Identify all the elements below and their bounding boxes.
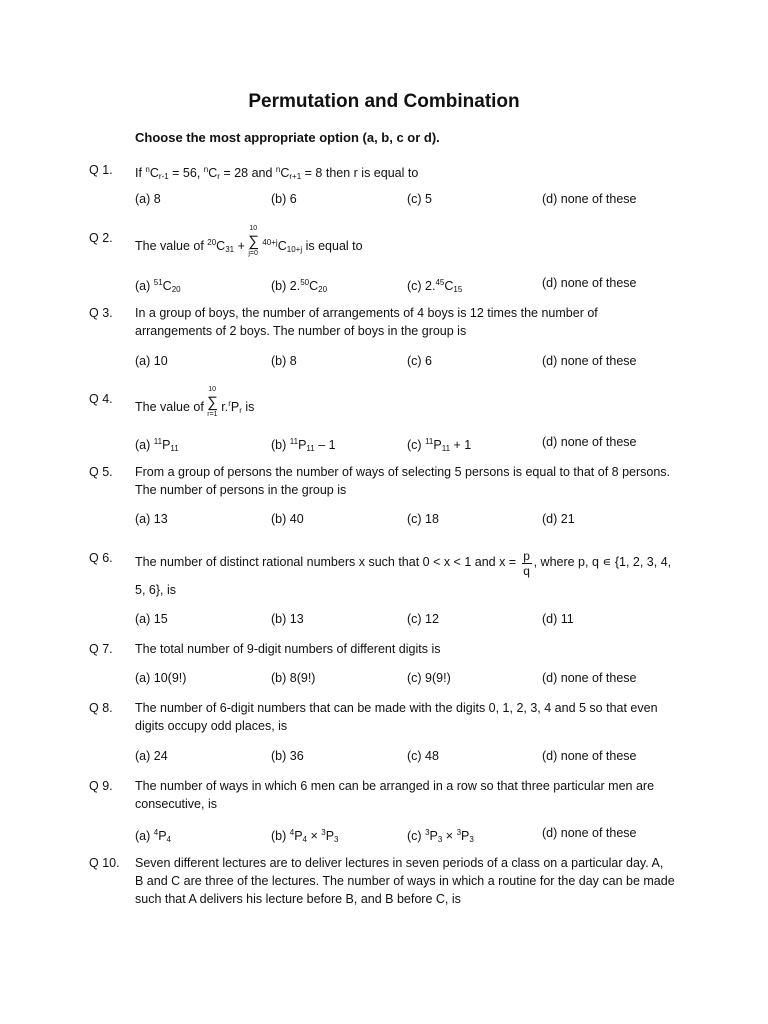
question-text: The number of 6-digit numbers that can be made with the digits 0, 1, 2, 3, 4 and 5 so that even digits occupy odd places, is: [135, 701, 658, 733]
option-b: (b) 36: [271, 749, 304, 763]
option-d: (d) none of these: [542, 192, 637, 206]
option-c: (c) 9(9!): [407, 671, 451, 685]
option-a: (a) 24: [135, 749, 168, 763]
option-b: (b) 8: [271, 354, 297, 368]
option-a: (a) 13: [135, 512, 168, 526]
option-a: (a) $^{51}C_{20}$: [135, 278, 181, 294]
question-number: Q 6.: [89, 551, 113, 565]
question-text: The number of ways in which 6 men can be arranged in a row so that three particular men are consecutive, is: [135, 779, 655, 811]
option-c: (c) $^3P_3 \times ^3P_3$: [407, 828, 474, 844]
question-text: The value of $^{20}C_{31}$ + 10 ∑ j=0 $^{40+j}C_{10+j}$ is equal to: [135, 225, 363, 257]
question-text: The number of distinct rational numbers x such that 0 < x < 1 and x = $\frac{p}{q}$ , where p, q ∊ {1, 2, 3, 4, 5, 6}, is: [135, 549, 672, 597]
option-c: (c) 6: [407, 354, 432, 368]
instructions: Choose the most appropriate option (a, b, c or d).: [135, 130, 440, 145]
option-a: (a) $^{11}P_{11}$: [135, 437, 179, 453]
option-d: (d) none of these: [542, 671, 637, 685]
question-text: If $^nC_{r-1} = 56$, $^nC_r = 28$ and $^nC_{r+1} = 8$ then r is equal to: [135, 165, 419, 181]
option-a: (a) 15: [135, 612, 168, 626]
option-b: (b) $^{11}P_{11} - 1$: [271, 437, 336, 453]
option-b: (b) 8(9!): [271, 671, 316, 685]
option-a: (a) 8: [135, 192, 161, 206]
option-b: (b) 40: [271, 512, 304, 526]
question-text: In a group of boys, the number of arrangements of 4 boys is 12 times the number of arrangements of 2 boys. The number of boys in the group is: [135, 306, 598, 338]
option-d: (d) none of these: [542, 826, 637, 840]
question-text: From a group of persons the number of ways of selecting 5 persons is equal to that of 8 persons. The number of persons in the group is: [135, 465, 671, 497]
option-a: (a) $^4P_4$: [135, 828, 171, 844]
question-number: Q 2.: [89, 231, 113, 245]
question-number: Q 10.: [89, 856, 120, 870]
question-number: Q 8.: [89, 701, 113, 715]
option-b: (b) $^4P_4 \times ^3P_3$: [271, 828, 339, 844]
option-d: (d) none of these: [542, 749, 637, 763]
option-c: (c) 5: [407, 192, 432, 206]
option-d: (d) 21: [542, 512, 575, 526]
question-number: Q 9.: [89, 779, 113, 793]
question-number: Q 7.: [89, 642, 113, 656]
question-text: The total number of 9-digit numbers of different digits is: [135, 642, 441, 656]
option-b: (b) 6: [271, 192, 297, 206]
option-c: (c) 48: [407, 749, 439, 763]
fraction-p-over-q: $\frac{p}{q}$: [523, 549, 530, 578]
option-b: (b) $2.50C_{20}$: [271, 278, 328, 294]
page-title: Permutation and Combination: [248, 91, 520, 112]
question-number: Q 5.: [89, 465, 113, 479]
option-a: (a) 10: [135, 354, 168, 368]
option-c: (c) 18: [407, 512, 439, 526]
option-d: (d) none of these: [542, 435, 637, 449]
question-number: Q 3.: [89, 306, 113, 320]
option-c: (c) $^{11}P_{11} + 1$: [407, 437, 472, 453]
option-d: (d) none of these: [542, 276, 637, 290]
option-b: (b) 13: [271, 612, 304, 626]
summation-symbol: 10 ∑ j=0: [248, 225, 260, 257]
option-d: (d) 11: [542, 612, 574, 626]
option-c: (c) 12: [407, 612, 439, 626]
question-text: The value of 10 ∑ r=1 $r.^rP_r$ is: [135, 386, 255, 418]
summation-symbol: 10 ∑ r=1: [207, 386, 218, 418]
option-a: (a) 10(9!): [135, 671, 187, 685]
question-number: Q 1.: [89, 163, 113, 177]
option-d: (d) none of these: [542, 354, 637, 368]
question-text: Seven different lectures are to deliver lectures in seven periods of a class on a particular day. A, B and C are three of the lectures. The number of ways in which a routine for the day can be made such that A delivers his lecture before B, and B before C, is: [135, 856, 675, 906]
question-number: Q 4.: [89, 392, 113, 406]
option-c: (c) $2.45C_{15}$: [407, 278, 463, 294]
